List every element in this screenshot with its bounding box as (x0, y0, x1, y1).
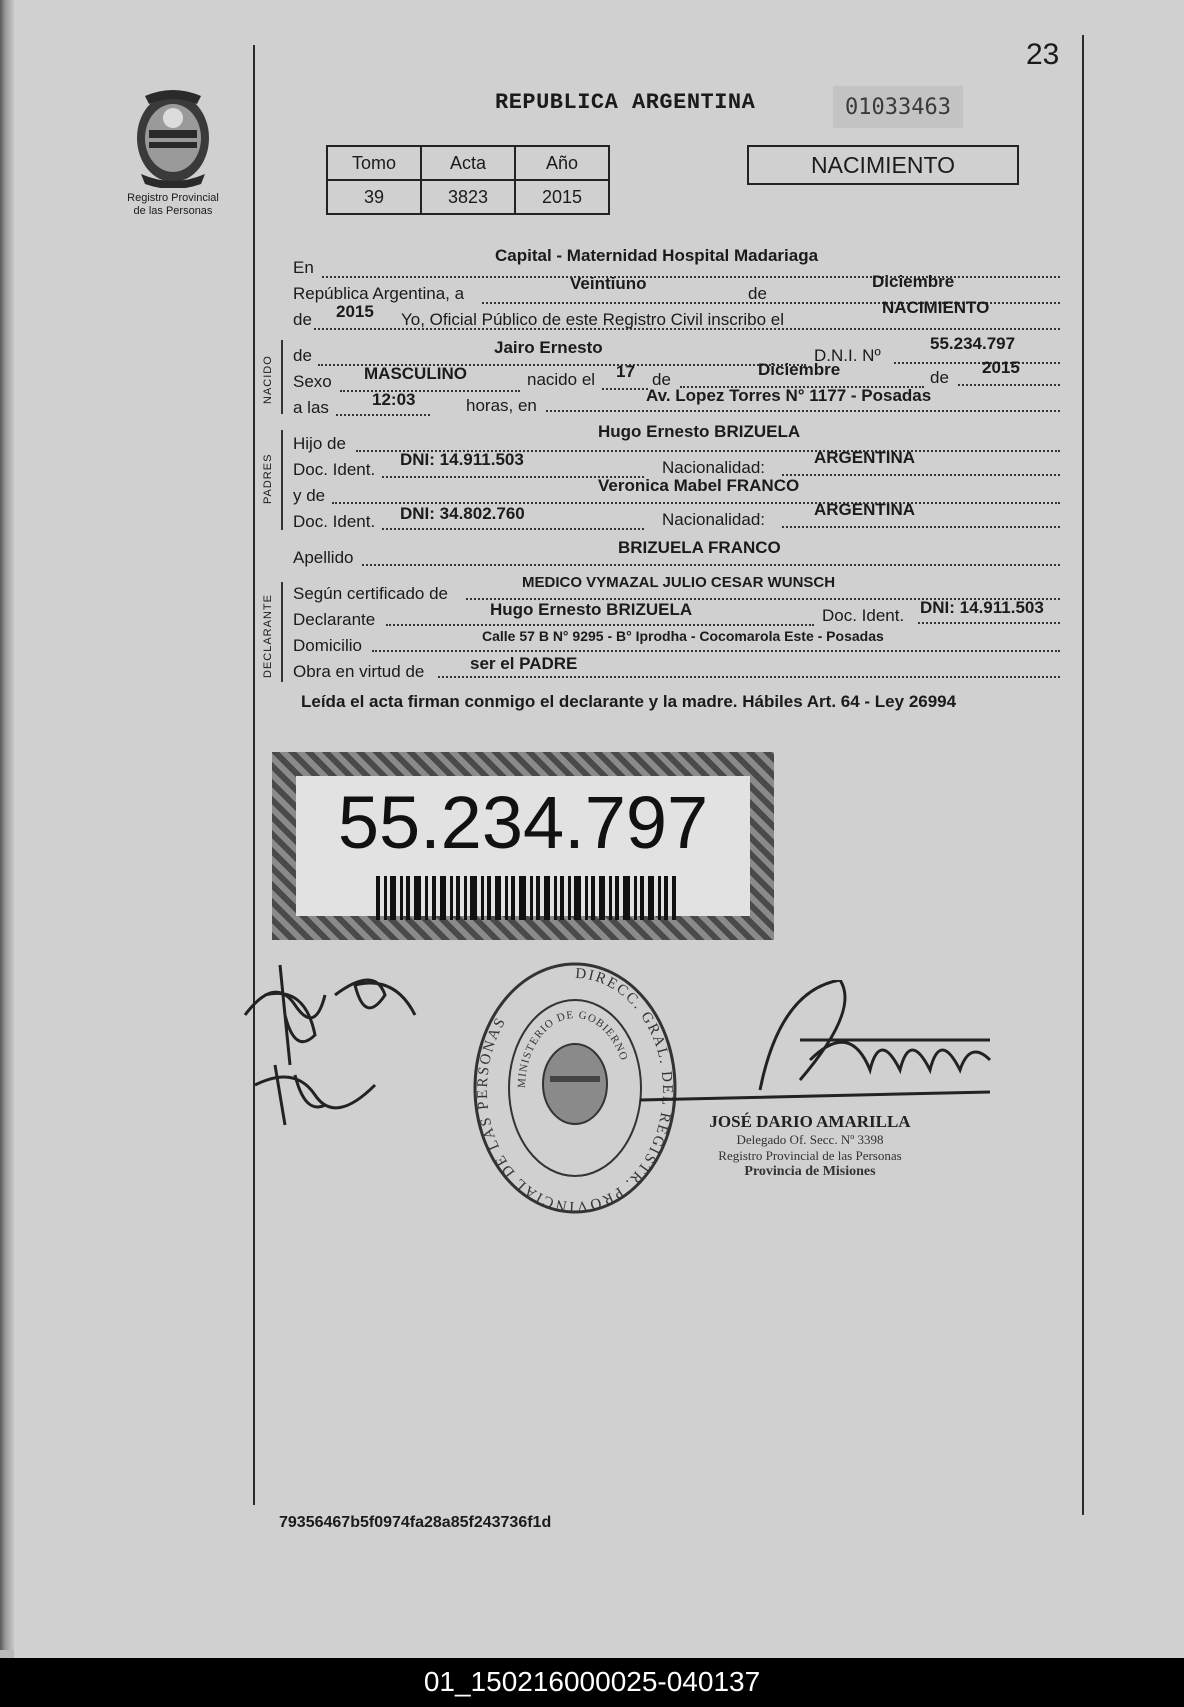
domicilio-value: Calle 57 B N° 9295 - B° Iprodha - Cocomarola Este - Posadas (482, 628, 884, 644)
scan-file-id: 01_150216000025-040137 (423, 1666, 761, 1697)
place-value: Capital - Maternidad Hospital Madariaga (495, 246, 819, 265)
serial-number: 01033463 (833, 86, 963, 128)
declarante-line (386, 624, 814, 626)
barcode-icon (376, 876, 676, 920)
declarante-doc-line (918, 622, 1060, 624)
inscribo-label: Yo, Oficial Público de este Registro Civil inscribo el (401, 310, 784, 329)
domicilio-line (372, 650, 1060, 652)
birth-year-value: 2015 (982, 358, 1020, 377)
birth-day-value: 17 (616, 362, 635, 381)
official-name: JOSÉ DARIO AMARILLA (709, 1112, 911, 1131)
nacido-de-label: de (293, 346, 312, 365)
mother-name-value: Veronica Mabel FRANCO (598, 476, 800, 495)
registry-table (326, 145, 610, 215)
sexo-value: MASCULINO (364, 364, 467, 383)
official-credentials (690, 1112, 930, 1180)
tomo-value: 39 (327, 180, 421, 214)
ano-header: Año (515, 146, 609, 180)
year-value: 2015 (336, 302, 374, 321)
birth-address-value: Av. Lopez Torres N° 1177 - Posadas (646, 386, 932, 405)
mother-nationality-value: ARGENTINA (814, 500, 916, 519)
declarante-doc-label: Doc. Ident. (822, 606, 905, 625)
father-nationality-line (782, 474, 1060, 476)
registry-header-row (327, 146, 609, 180)
certificado-label: Según certificado de (293, 584, 448, 603)
scan-edge (0, 0, 14, 1650)
father-doc-label: Doc. Ident. (293, 460, 376, 479)
apellido-label: Apellido (293, 548, 354, 567)
de-month-label: de (652, 370, 671, 389)
nacido-section-rule (281, 340, 283, 414)
padres-section-label: PADRES (262, 453, 274, 504)
de-birth-year-label: de (930, 368, 949, 387)
de-year-label: de (293, 310, 312, 329)
id-sticker (272, 752, 774, 940)
declarante-value: Hugo Ernesto BRIZUELA (490, 600, 693, 619)
id-number: 55.234.797 (337, 781, 709, 864)
closing-statement: Leída el acta firman conmigo el declarante y la madre. Hábiles Art. 64 - Ley 26994 (301, 692, 957, 711)
apellido-value: BRIZUELA FRANCO (618, 538, 781, 557)
birth-month-value: Diciembre (758, 360, 841, 379)
sexo-label: Sexo (293, 372, 332, 391)
mother-nationality-line (782, 526, 1060, 528)
inscribo-value: NACIMIENTO (882, 298, 990, 317)
declarante-label: Declarante (293, 610, 376, 629)
birth-year-line (958, 384, 1060, 386)
official-role: Delegado Of. Secc. Nº 3398 (736, 1132, 884, 1147)
registry-logo (118, 88, 228, 218)
tomo-header: Tomo (327, 146, 421, 180)
official-signature (610, 980, 1010, 1120)
father-name-value: Hugo Ernesto BRIZUELA (598, 422, 801, 441)
mother-doc-value: DNI: 34.802.760 (400, 504, 525, 523)
seal-inner-text: MINISTERIO DE GOBIERNO (515, 1008, 630, 1089)
de-label: de (748, 284, 767, 303)
official-province: Provincia de Misiones (744, 1164, 876, 1179)
dni-label: D.N.I. Nº (814, 346, 881, 365)
nacido-dni-value: 55.234.797 (930, 334, 1016, 353)
declarante-doc-value: DNI: 14.911.503 (920, 598, 1044, 617)
sexo-line (340, 390, 520, 392)
y-de-label: y de (293, 486, 326, 505)
country-title: REPUBLICA ARGENTINA (495, 90, 756, 115)
logo-caption-line2: de las Personas (133, 205, 213, 217)
mother-doc-line (382, 528, 644, 530)
father-nationality-value: ARGENTINA (814, 448, 916, 467)
en-label: En (293, 258, 314, 277)
mother-nationality-label: Nacionalidad: (662, 510, 766, 529)
time-line (336, 414, 430, 416)
birth-day-line (602, 388, 648, 390)
obra-line (438, 676, 1060, 678)
document-hash: 79356467b5f0974fa28a85f243736f1d (279, 1514, 552, 1531)
declarant-signatures (235, 955, 435, 1135)
dni-line (894, 362, 1060, 364)
margin-rule-right (1082, 35, 1084, 1515)
domicilio-label: Domicilio (293, 636, 362, 655)
seal-ring-text: DIRECC. GRAL. DEL REGISTR. PROVINCIAL DE LAS PERSONAS (474, 965, 675, 1215)
id-sticker-inner (296, 776, 750, 916)
page-number: 23 (1026, 38, 1060, 71)
nacido-name-value: Jairo Ernesto (494, 338, 603, 357)
margin-rule-left (253, 45, 255, 1505)
father-doc-value: DNI: 14.911.503 (400, 450, 524, 469)
acta-header: Acta (421, 146, 515, 180)
mother-doc-label: Doc. Ident. (293, 512, 376, 531)
acta-value: 3823 (421, 180, 515, 214)
a-las-label: a las (293, 398, 329, 417)
obra-value: ser el PADRE (470, 654, 578, 673)
nacido-el-label: nacido el (527, 370, 596, 389)
declarante-section-rule (281, 582, 283, 682)
republica-label: República Argentina, a (293, 284, 465, 303)
scan-footer (0, 1658, 1184, 1707)
ano-value: 2015 (515, 180, 609, 214)
month-value: Diciembre (872, 272, 955, 291)
apellido-line (362, 564, 1060, 566)
coat-of-arms-icon (127, 88, 219, 188)
father-nationality-label: Nacionalidad: (662, 458, 766, 477)
horas-en-label: horas, en (466, 396, 537, 415)
time-value: 12:03 (372, 390, 416, 409)
birth-address-line (546, 410, 1060, 412)
logo-caption-line1: Registro Provincial (127, 192, 219, 204)
hijo-de-label: Hijo de (293, 434, 346, 453)
declarante-section-label: DECLARANTE (262, 594, 274, 678)
registry-value-row (327, 180, 609, 214)
certificado-value: MEDICO VYMAZAL JULIO CESAR WUNSCH (522, 574, 836, 591)
day-words-value: Veintiuno (570, 274, 647, 293)
obra-label: Obra en virtud de (293, 662, 425, 681)
official-office: Registro Provincial de las Personas (718, 1148, 902, 1163)
nacido-section-label: NACIDO (262, 355, 274, 404)
document-type-box: NACIMIENTO (747, 145, 1019, 185)
padres-section-rule (281, 430, 283, 530)
